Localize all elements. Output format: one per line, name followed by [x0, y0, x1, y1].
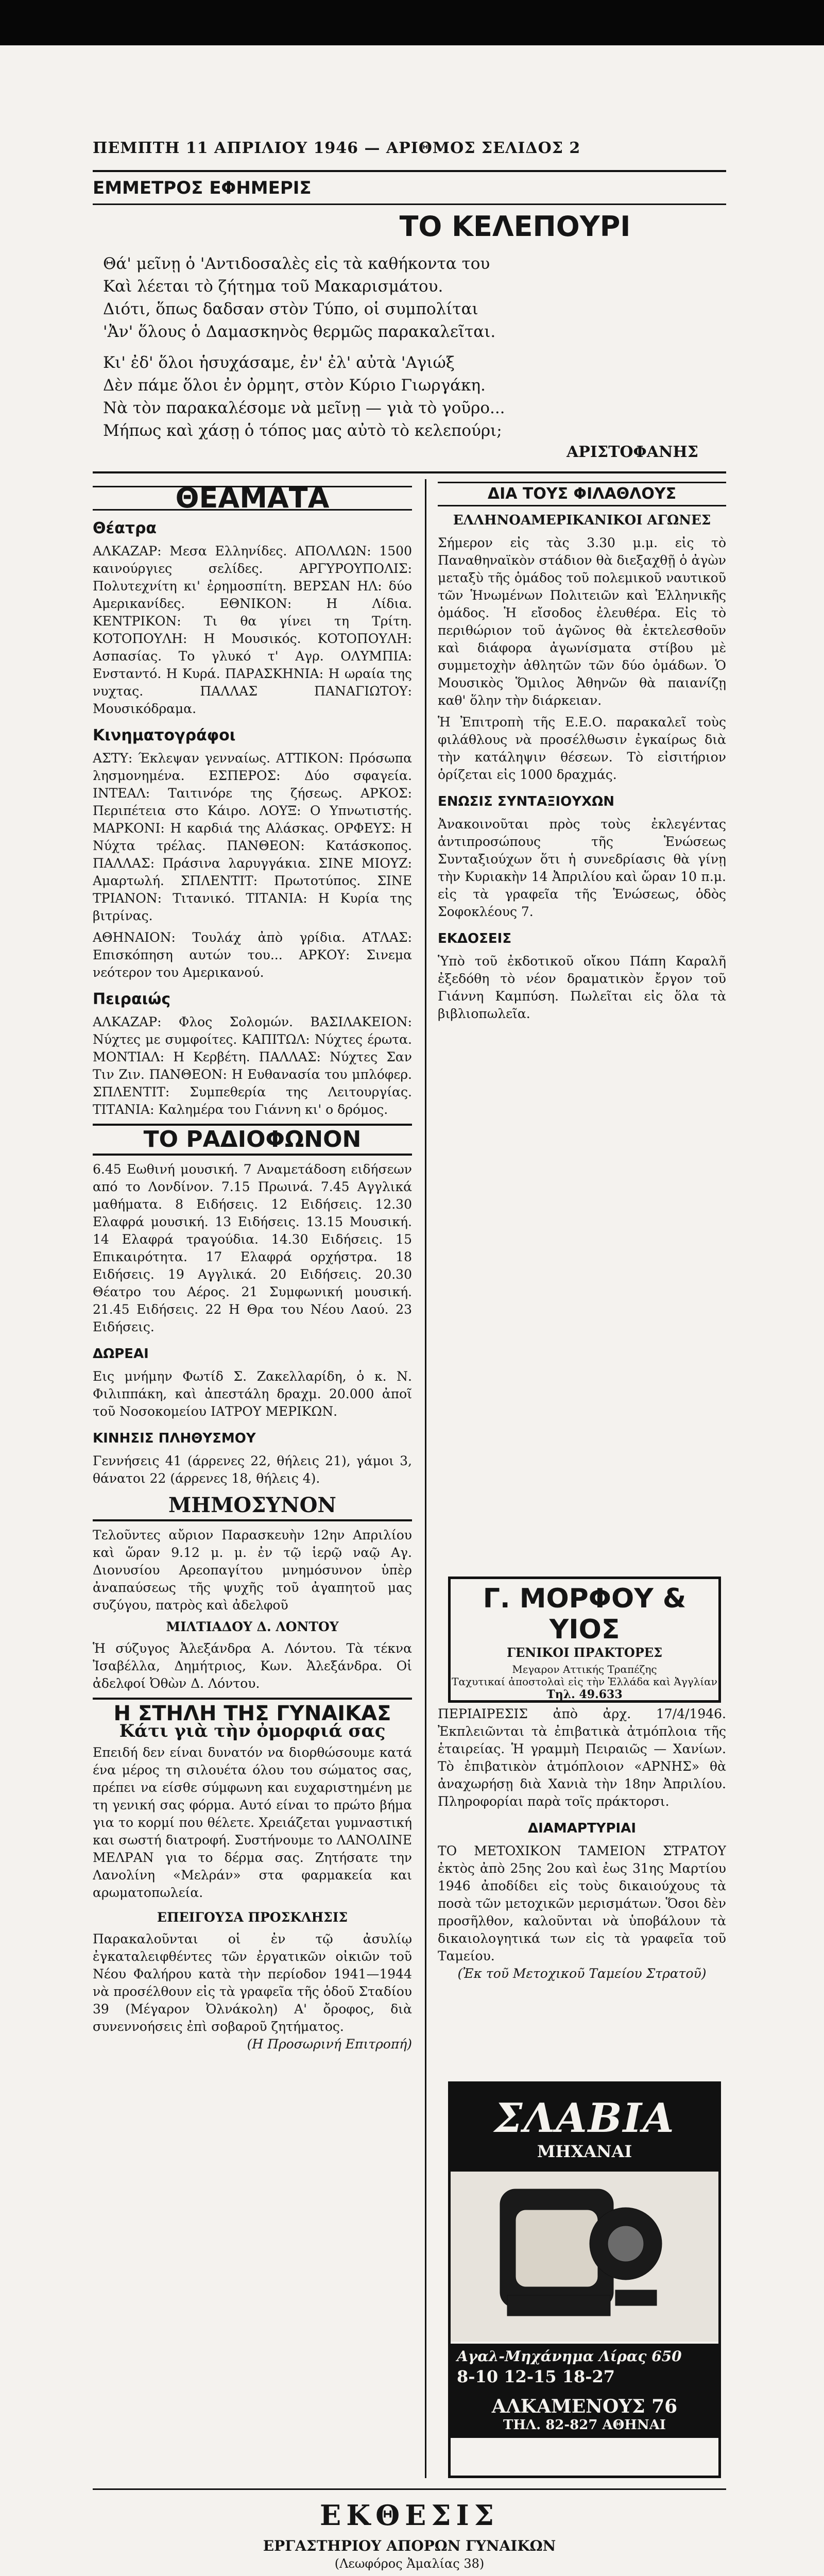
- poem-line: Νὰ τὸν παρακαλέσομε νὰ μεῖνῃ — γιὰ τὸ γοῦρο...: [103, 399, 505, 417]
- kinisis-text: Γεννήσεις 41 (άρρενες 22, θήλεις 21), γάμοι 3, θάνατοι 22 (άρρενες 18, θήλεις 4).: [93, 1453, 412, 1486]
- radio-text: 6.45 Εωθινή μουσική. 7 Αναμετάδοση ειδήσεων από το Λονδίνον. 7.15 Πρωινά. 7.45 Αγγλικά μαθήματα. 8 Ειδήσεις. 12 Ειδήσεις. 12.30 Ελαφρά μουσική. 13 Ειδήσεις. 13.15 Μουσική. 14 Ελαφρά τραγούδια. 14.30 Ειδήσεις. 15 Επικαιρότητα. 17 Ελαφρά ορχήστρα. 18 Ειδήσεις. 19 Αγγλικά. 20 Ειδήσεις. 20.30 Θέατρο του Αέρος. 21 Συμφωνική μουσική. 21.45 Ειδήσεις. 22 Η Θρα του Νέου Λαού. 23 Ειδήσεις.: [93, 1162, 412, 1334]
- slavia-phone: ΤΗΛ. 82-827 ΑΘΗΝΑΙ: [451, 2417, 718, 2438]
- poem-line: Μήπως καὶ χάσῃ ὁ τόπος μας αὐτὸ τὸ κελεπούρι;: [103, 421, 502, 440]
- ekthesis-line2: (Λεωφόρος Ἀμαλίας 38): [334, 2556, 485, 2571]
- theatra-heading: Θέατρα: [93, 519, 157, 537]
- kinim-heading: Κινηματογράφοι: [93, 726, 236, 744]
- athinaion-text: ΑΘΗΝΑΙΟΝ: Τουλάχ ἀπὸ γρίδια. ΑΤΛΑΣ: Επισκόπηση αυτών του... ΑΡΚΟΥ: Σινεμα νεότερον του Αμερικανού.: [93, 930, 412, 980]
- peiraious-text: ΠΕΡΙΑΙΡΕΣΙΣ ἀπὸ ἀρχ. 17/4/1946. Ἐκπλειῶνται τὰ ἐπιβατικὰ ἀτμόπλοια τῆς ἑταιρείας. Ἡ γραμμὴ Πειραιῶς — Χανίων. Τὸ ἐπιβατικὸν ἀτμόπλοιον «ΑΡΝΗΣ» θὰ ἀναχωρήσῃ διὰ Χανιὰ τὴν 18ην Ἀπριλίου. Πληροφορίαι παρὰ τοῖς πράκτορσι.: [438, 1706, 726, 1809]
- peiraeus-heading: Πειραιώς: [93, 990, 171, 1008]
- poem-title: ΤΟ ΚΕΛΕΠΟΥΡΙ: [399, 210, 631, 243]
- slavia-address: ΑΛΚΑΜΕΝΟΥΣ 76: [451, 2391, 718, 2417]
- dorea-text: Εις μνήμην Φωτίδ Σ. Ζακελλαρίδη, ὁ κ. Ν. Φιλιππάκη, καὶ ἀπεστάλη δραχμ. 20.000 ἀποῖ τοῦ Νοσοκομείου ΙΑΤΡΟΥ ΜΕΡΙΚΩΝ.: [93, 1369, 412, 1419]
- morfou-ad: [448, 1577, 721, 1703]
- peiraeus-text: ΑΛΚΑΖΑΡ: Φλος Σολομών. ΒΑΣΙΛΑΚΕΙΟΝ: Νύχτες με συμφοίτες. ΚΑΠΙΤΩΛ: Νύχτες έρωτα. ΜΟΝΤΙΑΛ: Η Κερβέτη. ΠΑΛΛΑΣ: Νύχτες Σαν Τιν Ζιν. ΠΑΝΘΕΟΝ: Η Ευθανασία του μπλόφερ. ΣΠΛΕΝΤΙΤ: Συμπεθερία της Λειτουργίας. ΤΙΤΑΝΙΑ: Καλημέρα του Γιάννη κι' ο δρόμος.: [93, 1014, 412, 1117]
- morfou-tel: Τηλ. 49.633: [546, 1688, 623, 1701]
- radio-title: ΤΟ ΡΑΔΙΟΦΩΝΟΝ: [143, 1126, 362, 1153]
- slavia-ad: [448, 2081, 721, 2478]
- ekthesis-rule: [93, 2488, 726, 2490]
- kinim-text: ΑΣΤΥ: Έκλεψαν γενναίως. ΑΤΤΙΚΟΝ: Πρόσωπα λησμονημένα. ΕΣΠΕΡΟΣ: Δύο σφαγεία. ΙΝΤΕΑΛ: Ταιτινόρε της ζήσεως. ΑΡΚΟΣ: Περιπέτεια στο Κάιρο. ΛΟΥΞ: Ο Υπνωτιστής. ΜΑΡΚΟΝΙ: Η καρδιά της Αλάσκας. ΟΡΦΕΥΣ: Η Νύχτα τρέλας. ΠΑΝΘΕΟΝ: Κατάσκοπος. ΠΑΛΛΑΣ: Πράσινα λαρυγγάκια. ΣΙΝΕ ΜΙΟΥΖ: Αμαρτωλή. ΣΠΛΕΝΤΙΤ: Πρωτοτύπος. ΣΙΝΕ ΤΡΙΑΝΟΝ: Τιτανικό. ΤΙΤΑΝΙΑ: Η Κυρία της βιτρίνας.: [93, 751, 412, 923]
- date-line: ΠΕΜΠΤΗ 11 ΑΠΡΙΛΙΟΥ 1946 — ΑΡΙΘΜΟΣ ΣΕΛΙΔΟΣ 2: [93, 139, 581, 157]
- sport-subheading: ΕΛΛΗΝΟΑΜΕΡΙΚΑΝΙΚΟΙ ΑΓΩΝΕΣ: [453, 513, 711, 528]
- poem-line: Θά' μεῖνῃ ὁ 'Αντιδοσαλὲς εἰς τὰ καθήκοντα του: [103, 255, 490, 273]
- kinisis-heading: ΚΙΝΗΣΙΣ ΠΛΗΘΥΣΜΟΥ: [93, 1431, 256, 1446]
- top-black-bar: [0, 0, 824, 45]
- mnimosinon-family: Ἡ σύζυγος Ἀλεξάνδρα Α. Λόντου. Τὰ τέκνα Ἰσαβέλλα, Δημήτριος, Κων. Ἀλεξάνδρα. Οἱ ἀδελφοί Ὀθὼν Δ. Λόντου.: [93, 1641, 412, 1691]
- poem-line: Δὲν πάμε ὅλοι ἐν ὀρμητ, στὸν Κύριο Γιωργάκη.: [103, 376, 486, 395]
- slavia-brand: ΣΛΑΒΙΑ: [494, 2094, 675, 2142]
- section-title: ΕΜΜΕΤΡΟΣ ΕΦΗΜΕΡΙΣ: [93, 178, 312, 198]
- header-rule: [93, 170, 726, 172]
- stili-title: Η ΣΤΗΛΗ ΤΗΣ ΓΥΝΑΙΚΑΣ: [113, 1702, 391, 1725]
- right-column-lower: [438, 1705, 726, 2076]
- ekdosis-heading: ΕΚΔΟΣΕΙΣ: [438, 931, 512, 946]
- prosk-sign: (Η Προσωρινή Επιτροπή): [247, 2037, 412, 2052]
- theamata-title: ΘΕΑΜΑΤΑ: [93, 486, 412, 511]
- ekdosis-text: Ὑπὸ τοῦ ἐκδοτικοῦ οἴκου Πάπη Καραλῆ ἐξεδόθη τὸ νέον δραματικὸν ἔργον τοῦ Γιάννη Καμπύση. Πωλεῖται εἰς ὅλα τὰ βιβλιοπωλεῖα.: [438, 954, 726, 1021]
- dorea-heading: ΔΩΡΕΑΙ: [93, 1346, 149, 1362]
- slavia-note: Αγαλ-Μηχάνημα Λίρας 650: [457, 2348, 682, 2365]
- sport-text: Σήμερον εἰς τὰς 3.30 μ.μ. εἰς τὸ Παναθηναϊκὸν στάδιον θὰ διεξαχθῇ ὁ ἀγὼν μεταξὺ τῆς ὁμάδος τοῦ πολεμικοῦ ναυτικοῦ τῶν Ἡνωμένων Πολιτειῶν καὶ Ἑλληνικῆς ὁμάδος. Ἡ εἴσοδος ἐλευθέρα. Εἰς τὸ περιθώριον τοῦ ἀγῶνος θὰ ἐκτελεσθοῦν καὶ διάφορα ἀγωνίσματα στίβου μὲ συμμετοχὴν ἀθλητῶν τῶν δύο ὁμάδων. Ὁ Μουσικὸς Ὅμιλος Ἀθηνῶν θὰ παιανίζῃ καθ' ὅλην τὴν διάρκειαν.: [438, 535, 726, 708]
- mnimosinon-text: Τελοῦντες αὔριον Παρασκευὴν 12ην Απριλίου καὶ ὥραν 9.12 μ. μ. ἐν τῷ ἱερῷ ναῷ Αγ. Διονυσίου Αρεοπαγίτου μνημόσυνον ὑπὲρ ἀναπαύσεως τῆς ψυχῆς τοῦ ἀγαπητοῦ μας συζύγου, πατρὸς καὶ ἀδελφοῦ: [93, 1528, 412, 1613]
- poem-line: 'Ἀν' ὅλους ὁ Δαμασκηνὸς θερμῶς παρακαλεῖται.: [103, 323, 496, 341]
- prosk-text: Παρακαλοῦνται οἱ ἐν τῷ ἀσυλίῳ ἐγκαταλειφθέντες τῶν ἐργατικῶν οἰκιῶν τοῦ Νέου Φαλήρου κατὰ τὴν περίοδον 1941—1944 νὰ προσέλθουν εἰς τὰ γραφεῖα τῆς ὁδοῦ Σταδίου 39 (Μέγαρον Ὀλνάκολη) Α' ὄροφος, διὰ συνεννοήσεις ἐπὶ σοβαροῦ ζητήματος.: [93, 1931, 412, 2034]
- morfou-title: Γ. ΜΟΡΦΟΥ & ΥΙΟΣ: [483, 1583, 686, 1645]
- poem-line: Διότι, ὅπως δαδσαν στὸν Τύπο, οἱ συμπολίται: [103, 300, 478, 318]
- sport-text-2: Ἡ Ἐπιτροπὴ τῆς Ε.Ε.Ο. παρακαλεῖ τοὺς φιλάθλους νὰ προσέλθωσιν ἐγκαίρως διὰ τὴν κατάληψιν θέσεων. Τὸ εἰσιτήριον ὁρίζεται εἰς 1000 δραχμάς.: [438, 715, 726, 782]
- morfou-line2: Ταχυτικαί ἀποστολαὶ εἰς τὴν Ἑλλάδα καὶ Ἀγγλίαν: [452, 1675, 717, 1688]
- diamartyria-text: ΤΟ ΜΕΤΟΧΙΚΟΝ ΤΑΜΕΙΟΝ ΣΤΡΑΤΟΥ ἐκτὸς ἀπὸ 25ης 2ου καὶ ἐως 31ης Μαρτίου 1946 ἀποδίδει εἰς τοὺς δικαιούχους τὰ ποσὰ τῶν μετοχικῶν μερισμάτων. Ὅσοι δὲν προσῆλθον, καλοῦνται νὰ ὑποβάλουν τὰ δικαιολογητικά των εἰς τὰ γραφεῖα τοῦ Ταμείου.: [438, 1843, 726, 1963]
- ekthesis-line1: ΕΡΓΑΣΤΗΡΙΟΥ ΑΠΟΡΩΝ ΓΥΝΑΙΚΩΝ: [263, 2537, 556, 2554]
- morfou-line1: Μεγαρον Αττικής Τραπέζης: [512, 1663, 657, 1675]
- column-divider: [425, 479, 426, 2478]
- mnimosinon-name: ΜΙΛΤΙΑΔΟΥ Δ. ΛΟΝΤΟΥ: [166, 1619, 339, 1634]
- diamartyria-sign: (Ἐκ τοῦ Μετοχικοῦ Ταμείου Στρατοῦ): [457, 1966, 707, 1981]
- right-column: [438, 482, 726, 1558]
- poem-author: ΑΡΙΣΤΟΦΑΝΗΣ: [566, 443, 698, 461]
- poem-line: Κι' ἐδ' ὅλοι ἡσυχάσαμε, ἐν' ἐλ' αὐτὰ 'Αγιώξ: [103, 353, 455, 372]
- sewing-machine-illustration: [451, 2172, 718, 2342]
- poem-line: Καὶ λέεται τὸ ζήτημα τοῦ Μακαρισμάτου.: [103, 277, 443, 296]
- diamartyria-heading: ΔΙΑΜΑΡΤΥΡΙΑΙ: [527, 1821, 637, 1836]
- ekthesis-title: ΕΚΘΕΣΙΣ: [320, 2499, 499, 2532]
- left-column: [93, 482, 412, 2481]
- sport-heading: ΔΙΑ ΤΟΥΣ ΦΙΛΑΘΛΟΥΣ: [438, 482, 726, 506]
- enosis-heading: ΕΝΩΣΙΣ ΣΥΝΤΑΞΙΟΥΧΩΝ: [438, 794, 615, 809]
- enosis-text: Ἀνακοινοῦται πρὸς τοὺς ἐκλεγέντας ἀντιπροσώπους τῆς Ἑνώσεως Συνταξιούχων ὅτι ἡ συνεδρίασις θὰ γίνῃ τὴν Κυριακὴν 14 Ἀπριλίου καὶ ὥραν 10 π.μ. εἰς τὰ γραφεῖα τῆς Ἑνώσεως, ὁδὸς Σοφοκλέους 7.: [438, 817, 726, 919]
- section-rule: [93, 471, 726, 473]
- morfou-sub: ΓΕΝΙΚΟΙ ΠΡΑΚΤΟΡΕΣ: [506, 1645, 663, 1660]
- mnimosinon-title: ΜΗΜΟΣΥΝΟΝ: [168, 1493, 336, 1517]
- theatra-text: ΑΛΚΑΖΑΡ: Μεσα Ελληνίδες. ΑΠΟΛΛΩΝ: 1500 καινούργιες σελίδες. ΑΡΓΥΡΟΥΠΟΛΙΣ: Πολυτεχνίτη κι' ἐρημοσπίτη. ΒΕΡΣΑΝ ΗΛ: δύο Αμερικανίδες. ΕΘΝΙΚΟΝ: Η Λίδια. ΚΕΝΤΡΙΚΟΝ: Τι θα γίνει τη Τρίτη. ΚΟΤΟΠΟΥΛΗ: Η Μουσικός. ΚΟΤΟΠΟΥΛΗ: Ασπασίας. Το γλυκό τ' Αγρ. ΟΛΥΜΠΙΑ: Ενσταντό. Η Κυρά. ΠΑΡΑΣΚΗΝΙΑ: Η ωραία της νυχτας. ΠΑΛΛΑΣ ΠΑΝΑΓΙΩΤΟΥ: Μουσικόδραμα.: [93, 544, 412, 716]
- slavia-sub: ΜΗΧΑΝΑΙ: [537, 2141, 632, 2161]
- poem-rule: [93, 204, 726, 205]
- stili-text: Επειδή δεν είναι δυνατόν να διορθώσουμε κατά ένα μέρος τη σιλουέτα όλου του σώματος σας, πρέπει να είσθε σύμφωνη και ευχαριστημένη με τη γενική σας φόρμα. Αυτό είναι το πρώτο βήμα για το κορμί που θέλετε. Χρειάζεται γυμναστική και σωστή διατροφή. Συστήνουμε το ΛΑΝΟΛΙΝΕ ΜΕΛΡΑΝ για το δέρμα σας. Ζητήσατε την Λανολίνη «Μελράν» στα φαρμακεία και αρωματοπωλεία.: [93, 1745, 412, 1900]
- prosk-heading: ΕΠΕΙΓΟΥΣΑ ΠΡΟΣΚΛΗΣΙΣ: [157, 1910, 348, 1925]
- slavia-hours: 8-10 12-15 18-27: [457, 2367, 615, 2386]
- stili-subtitle: Κάτι γιὰ τὴν ὀμορφιά σας: [119, 1721, 386, 1741]
